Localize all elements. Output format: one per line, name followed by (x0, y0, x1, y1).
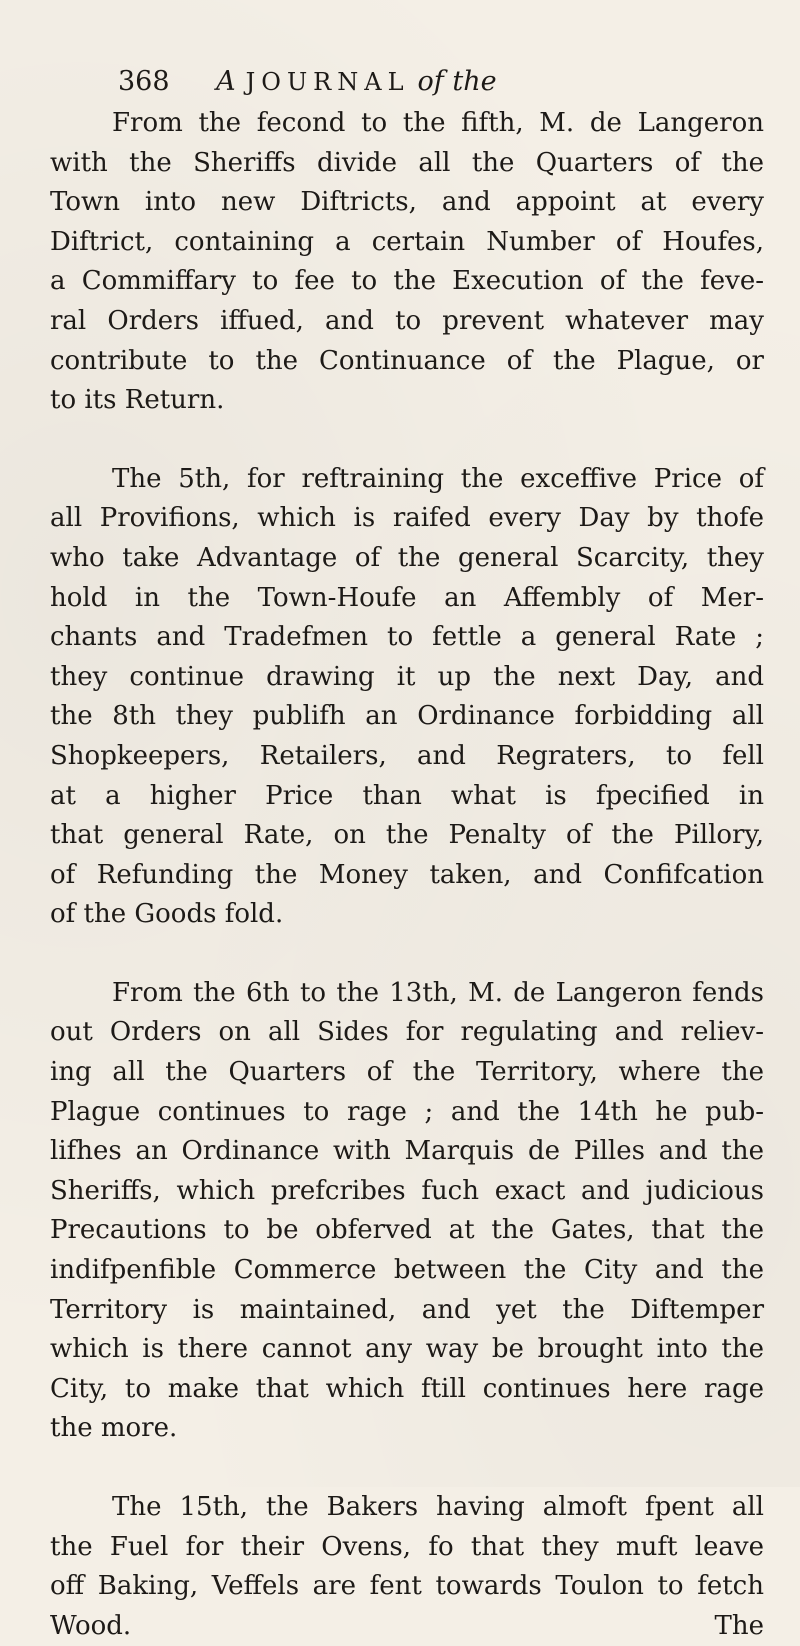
text-line: Wood. The (50, 1610, 764, 1641)
text-line: contribute to the Continuance of the Plague, or (50, 345, 764, 376)
text-line: to its Return. (50, 385, 225, 416)
text-line: all Provifions, which is raifed every Day by thofe (50, 503, 764, 534)
page-number: 368 (118, 66, 170, 97)
running-title-word: JOURNAL (245, 68, 410, 96)
text-line: off Baking, Veffels are fent towards Toulon to fetch (50, 1571, 764, 1602)
text-line: City, to make that which ftill continues here rage (50, 1373, 764, 1404)
running-title (216, 66, 496, 97)
text-line: a Commiffary to fee to the Execution of the feve- (50, 266, 764, 297)
text-line: of Refunding the Money taken, and Confifcation (50, 859, 764, 890)
running-header (118, 60, 758, 104)
text-line: From the 6th to the 13th, M. de Langeron fends (112, 977, 764, 1008)
text-line: they continue drawing it up the next Day, and (50, 661, 764, 692)
text-line: indifpenfible Commerce between the City and the (50, 1255, 764, 1286)
text-line: out Orders on all Sides for regulating and reliev- (50, 1017, 764, 1048)
text-line: that general Rate, on the Penalty of the Pillory, (50, 820, 764, 851)
paragraph (50, 974, 764, 1449)
body-text (50, 104, 764, 1646)
text-line: chants and Tradefmen to fettle a general Rate ; (50, 622, 764, 653)
text-line: who take Advantage of the general Scarcity, they (50, 542, 764, 573)
text-line: Sheriffs, which prefcribes fuch exact and judicious (50, 1175, 764, 1206)
text-line: the more. (50, 1413, 178, 1444)
text-line: ral Orders iffued, and to prevent whatever may (50, 305, 764, 336)
text-line: the 8th they publifh an Ordinance forbidding all (50, 701, 764, 732)
text-line: The 15th, the Bakers having almoft fpent all (112, 1492, 764, 1522)
text-line: with the Sheriffs divide all the Quarters of the (50, 147, 764, 178)
text-line: From the fecond to the fifth, M. de Langeron (112, 108, 764, 138)
text-line: at a higher Price than what is fpecified in (50, 780, 764, 811)
text-line: which is there cannot any way be brought into the (50, 1334, 764, 1365)
text-line: lifhes an Ordinance with Marquis de Pilles and the (50, 1136, 764, 1167)
text-line: Town into new Diftricts, and appoint at every (50, 187, 764, 218)
paragraph (50, 1488, 764, 1646)
text-line: Plague continues to rage ; and the 14th he pub- (50, 1096, 764, 1127)
running-title-rest: of the (417, 66, 497, 97)
text-line: Precautions to be obferved at the Gates, that the (50, 1215, 764, 1246)
running-title-article: A (216, 66, 236, 97)
text-line: of the Goods fold. (50, 899, 284, 930)
text-line: Shopkeepers, Retailers, and Regraters, to fell (50, 740, 764, 771)
text-line: hold in the Town-Houfe an Affembly of Mer- (50, 582, 764, 613)
text-line: The 5th, for reftraining the exceffive Price of (112, 463, 764, 494)
text-line: Diftrict, containing a certain Number of Houfes, (50, 226, 764, 257)
text-line: Territory is maintained, and yet the Diftemper (50, 1294, 764, 1325)
text-line: the Fuel for their Ovens, fo that they muft leave (50, 1531, 764, 1562)
paragraph (50, 460, 764, 935)
paragraph (50, 104, 764, 421)
text-line: ing all the Quarters of the Territory, where the (50, 1057, 764, 1088)
